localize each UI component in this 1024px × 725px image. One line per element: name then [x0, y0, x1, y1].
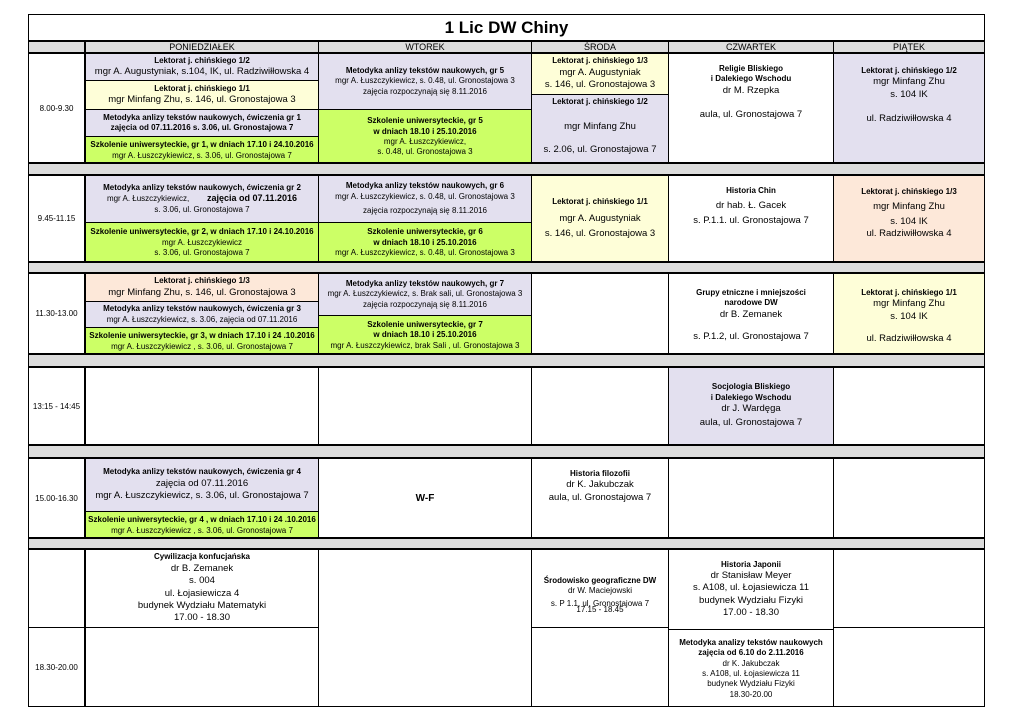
spacer-row — [28, 354, 985, 367]
class-cell-mon-1 — [85, 53, 319, 163]
class-cell-fri-1: Lektorat j. chińskiego 1/2 mgr Minfang Zhu s. 104 IK ul. Radziwiłłowska 4 — [833, 53, 985, 163]
class-metodyka-gr2: Metodyka anlizy tekstów naukowych, ćwiczenia gr 2 mgr A. Łuszczykiewicz, zajęcia od 07.11.2016 s. 3.06, ul. Gronostajowa 7 — [86, 176, 318, 222]
class-cell-thu-1: Religie Bliskiego i Dalekiego Wschodu dr M. Rzepka aula, ul. Gronostajowa 7 — [668, 53, 834, 163]
class-metodyka-gr5: Metodyka anlizy tekstów naukowych, gr 5 mgr A. Łuszczykiewicz, s. 0.48, ul. Gronostajowa 3 zajęcia rozpoczynają się 8.11.2016 — [319, 54, 531, 109]
class-szkolenie-gr4: Szkolenie uniwersyteckie, gr 4 , w dniach 17.10 i 24 .10.2016 mgr A. Łuszczykiewicz , s. 3.06, ul. Gronostajowa 7 — [86, 512, 318, 538]
class-metodyka-gr4: Metodyka anlizy tekstów naukowych, ćwiczenia gr 4 zajęcia od 07.11.2016 mgr A. Łuszczykiewicz, s. 3.06, ul. Gronostajowa 7 — [86, 459, 318, 511]
class-metodyka-gr6: Metodyka anlizy tekstów naukowych, gr 6 mgr A. Łuszczykiewicz, s. 0.48, ul. Gronostajowa 3 zajęcia rozpoczynają się 8.11.2016 — [319, 176, 531, 222]
class-lektorat-1-2: Lektorat j. chińskiego 1/2 mgr Minfang Zhu s. 2.06, ul. Gronostajowa 7 — [532, 95, 668, 163]
spacer-row — [28, 445, 985, 458]
class-cell-wed-3 — [531, 273, 669, 354]
class-historia-japonii: Historia Japonii dr Stanisław Meyer s. A108, ul. Łojasiewicza 11 budynek Wydziału Fizyki 17.00 - 18.30 — [692, 559, 809, 619]
class-szkolenie-gr6: Szkolenie uniwersyteckie, gr 6 w dniach 18.10 i 25.10.2016 mgr A. Łuszczykiewicz, s. 0.48, ul. Gronostajowa 3 — [319, 223, 531, 262]
class-cell-wed-2: Lektorat j. chińskiego 1/1 mgr A. Augustyniak s. 146, ul. Gronostajowa 3 — [531, 175, 669, 262]
class-cell-wed-6: Środowisko geograficzne DW dr W. Maciejowski s. P 1.1, ul. Gronostajowa 7 17.15 - 18.45 — [531, 549, 669, 628]
class-metodyka-gr3: Metodyka anlizy tekstów naukowych, ćwiczenia gr 3 mgr A. Łuszczykiewicz, s. 3.06, zajęcia od 07.11.2016 — [86, 302, 318, 327]
class-cell-thu-2: Historia Chin dr hab. Ł. Gacek s. P.1.1. ul. Gronostajowa 7 — [668, 175, 834, 262]
class-cell-tue-3 — [318, 273, 532, 354]
class-cell-fri-5 — [833, 458, 985, 538]
class-lektorat-1-3: Lektorat j. chińskiego 1/3 mgr Minfang Zhu, s. 146, ul. Gronostajowa 3 — [86, 274, 318, 301]
time-slot-4: 13:15 - 14:45 — [28, 367, 85, 445]
class-cell-mon-5 — [85, 458, 319, 538]
class-szkolenie-gr2: Szkolenie uniwersyteckie, gr 2, w dniach 17.10 i 24.10.2016 mgr A. Łuszczykiewicz s. 3.06, ul. Gronostajowa 7 — [86, 223, 318, 262]
spacer-row — [28, 163, 985, 175]
class-cell-tue-2 — [318, 175, 532, 262]
class-szkolenie-gr3: Szkolenie uniwersyteckie, gr 3, w dniach 17.10 i 24 .10.2016 mgr A. Łuszczykiewicz , s. 3.06, ul. Gronostajowa 7 — [86, 328, 318, 354]
time-slot-2: 9.45-11.15 — [28, 175, 85, 262]
class-cell-mon-3 — [85, 273, 319, 354]
class-szkolenie-gr1: Szkolenie uniwersyteckie, gr 1, w dniach 17.10 i 24.10.2016 mgr A. Łuszczykiewicz, s. 3.06, ul. Gronostajowa 7 — [86, 137, 318, 163]
class-cell-thu-4: Socjologia Bliskiego i Dalekiego Wschodu dr J. Wardęga aula, ul. Gronostajowa 7 — [668, 367, 834, 445]
page-title: 1 Lic DW Chiny — [444, 17, 569, 37]
header-wednesday: ŚRODA — [531, 41, 669, 53]
time-slot-5: 15.00-16.30 — [28, 458, 85, 538]
class-cell-tue-5: W-F — [318, 458, 532, 538]
class-cell-mon-4 — [85, 367, 319, 445]
time-slot-6a — [28, 549, 85, 628]
class-cell-mon-2 — [85, 175, 319, 262]
class-cell-tue-1 — [318, 53, 532, 163]
class-cell-mon-6: Cywilizacja konfucjańska dr B. Zemanek s. 004 ul. Łojasiewicza 4 budynek Wydziału Matematyki 17.00 - 18.30 — [85, 549, 319, 628]
header-friday: PIĄTEK — [833, 41, 985, 53]
class-lektorat-1-1: Lektorat j. chińskiego 1/1 mgr Minfang Zhu, s. 146, ul. Gronostajowa 3 — [86, 81, 318, 109]
class-lektorat-1-2: Lektorat j. chińskiego 1/2 mgr A. Augustyniak, s.104, IK, ul. Radziwiłłowska 4 — [86, 54, 318, 80]
class-szkolenie-gr7: Szkolenie uniwersyteckie, gr 7 w dniach 18.10 i 25.10.2016 mgr A. Łuszczykiewicz, brak Sali , ul. Gronostajowa 3 — [319, 316, 531, 354]
class-cell-wed-4 — [531, 367, 669, 445]
class-cell-fri-3: Lektorat j. chińskiego 1/1 mgr Minfang Zhu s. 104 IK ul. Radziwiłłowska 4 — [833, 273, 985, 354]
class-cell-wed-5: Historia filozofii dr K. Jakubczak aula, ul. Gronostajowa 7 — [531, 458, 669, 538]
class-szkolenie-gr5: Szkolenie uniwersyteckie, gr 5 w dniach 18.10 i 25.10.2016 mgr A. Łuszczykiewicz, s. 0.48, ul. Gronostajowa 3 — [319, 110, 531, 163]
class-cell-tue-4 — [318, 367, 532, 445]
spacer-row — [28, 538, 985, 549]
class-lektorat-1-3: Lektorat j. chińskiego 1/3 mgr A. Augustyniak s. 146, ul. Gronostajowa 3 — [532, 54, 668, 94]
class-cell-wed-1 — [531, 53, 669, 163]
class-cell-mon-7 — [85, 627, 319, 707]
header-corner — [28, 41, 85, 53]
timetable-title — [28, 14, 985, 41]
class-cell-fri-6 — [833, 549, 985, 628]
header-monday: PONIEDZIAŁEK — [85, 41, 319, 53]
header-thursday: CZWARTEK — [668, 41, 834, 53]
header-tuesday: WTOREK — [318, 41, 532, 53]
class-metodyka-analizy: Metodyka analizy tekstów naukowych zajęcia od 6.10 do 2.11.2016 dr K. Jakubczak s. A108, ul. Łojasiewicza 11 budynek Wydziału Fizyki 18.30-20.00 — [679, 637, 823, 699]
class-cell-fri-7 — [833, 627, 985, 707]
class-cell-thu-3: Grupy etniczne i mniejszości narodowe DW dr B. Zemanek s. P.1.2, ul. Gronostajowa 7 — [668, 273, 834, 354]
class-cell-fri-2: Lektorat j. chińskiego 1/3 mgr Minfang Zhu s. 104 IK ul. Radziwiłłowska 4 — [833, 175, 985, 262]
class-cell-thu-6 — [668, 549, 834, 707]
time-slot-6: 18.30-20.00 — [28, 627, 85, 707]
class-cell-wed-7 — [531, 627, 669, 707]
class-cell-tue-6 — [318, 549, 532, 707]
class-cell-fri-4 — [833, 367, 985, 445]
class-metodyka-gr7: Metodyka anlizy tekstów naukowych, gr 7 mgr A. Łuszczykiewicz, s. Brak sali, ul. Gronostajowa 3 zajęcia rozpoczynają się 8.11.2016 — [319, 274, 531, 315]
class-metodyka-gr1: Metodyka anlizy tekstów naukowych, ćwiczenia gr 1 zajęcia od 07.11.2016 s. 3.06, ul. Gronostajowa 7 — [86, 110, 318, 136]
time-slot-3: 11.30-13.00 — [28, 273, 85, 354]
class-cell-thu-5 — [668, 458, 834, 538]
time-slot-1: 8.00-9.30 — [28, 53, 85, 163]
spacer-row — [28, 262, 985, 273]
